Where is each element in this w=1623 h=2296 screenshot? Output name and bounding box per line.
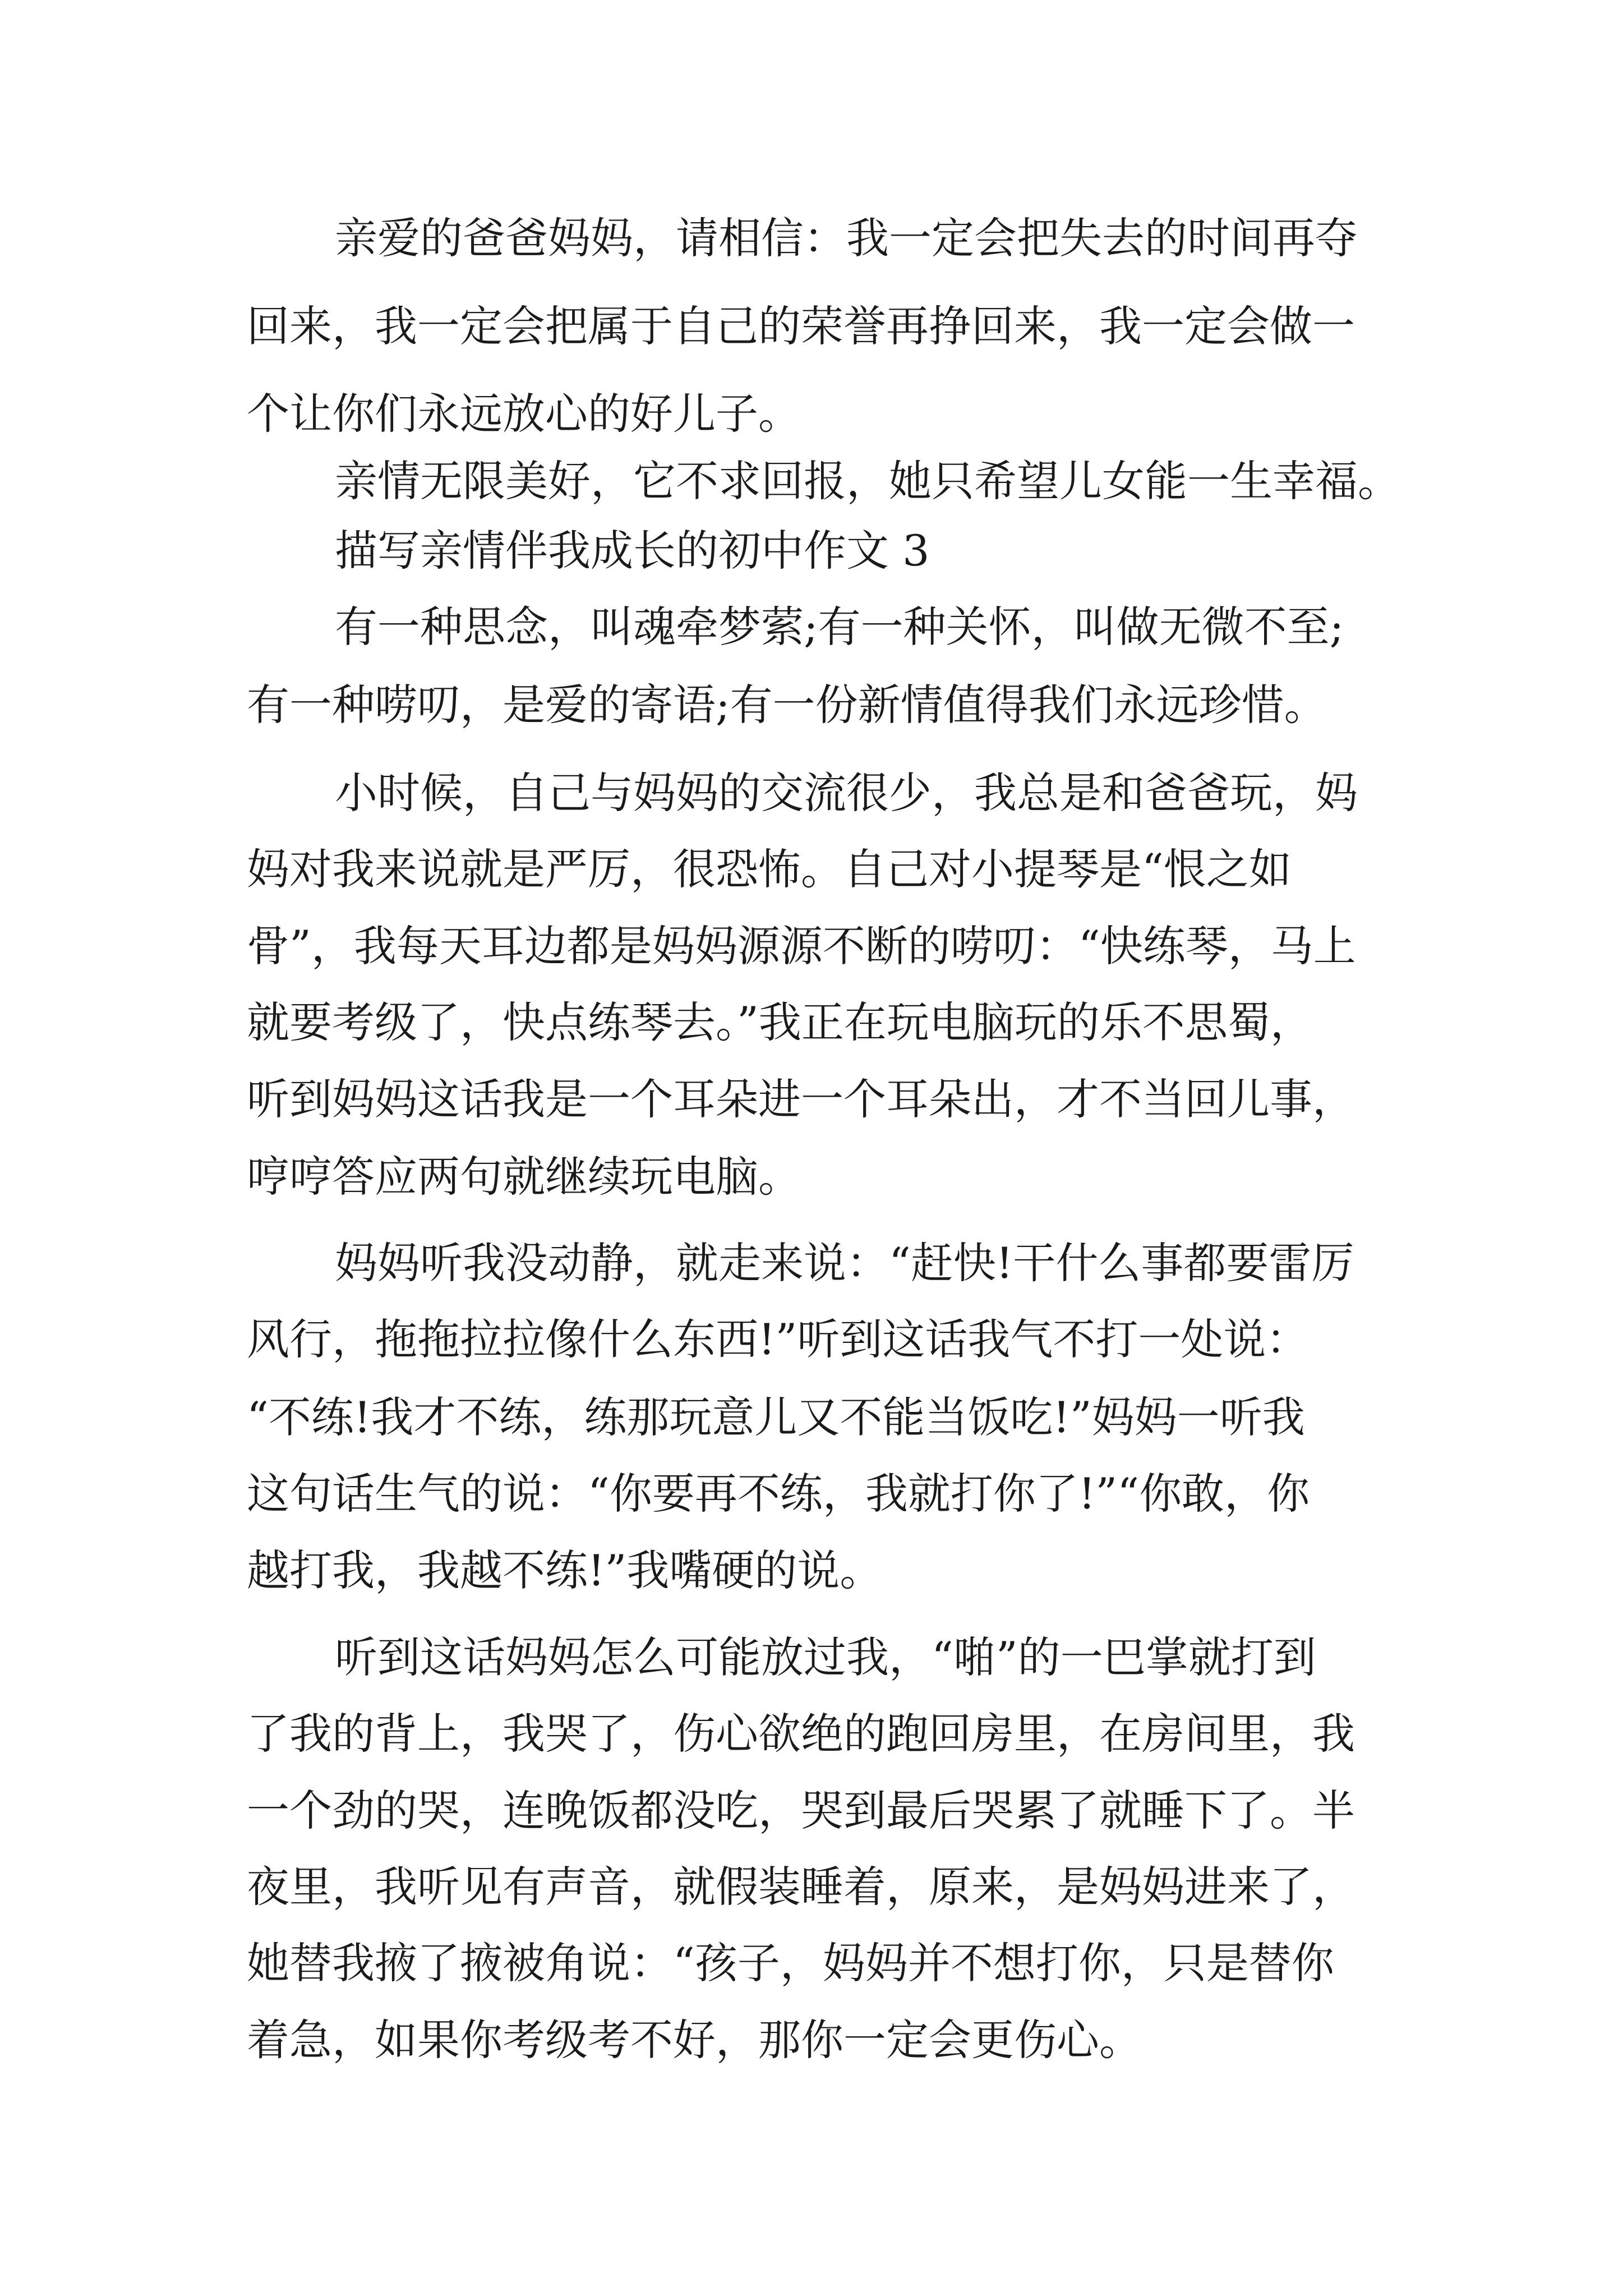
text-line: 越打我，我越不练!”我嘴硬的说。 [247,1545,883,1595]
text-line: 个让你们永远放心的好儿子。 [247,389,801,439]
text-line: 这句话生气的说：“你要再不练，我就打你了!”“你敢，你 [247,1469,1310,1519]
text-line: 听到这话妈妈怎么可能放过我，“啪”的一巴掌就打到 [335,1632,1316,1682]
text-line: 就要考级了，快点练琴去。”我正在玩电脑玩的乐不思蜀， [247,997,1313,1047]
section-heading: 描写亲情伴我成长的初中作文 3 [335,526,930,576]
text-line: 一个劲的哭，连晚饭都没吃，哭到最后哭累了就睡下了。半 [247,1786,1355,1835]
text-line: “不练!我才不练，练那玩意儿又不能当饭吃!”妈妈一听我 [247,1392,1305,1442]
text-line: 亲爱的爸爸妈妈，请相信：我一定会把失去的时间再夺 [335,213,1358,263]
text-line: 哼哼答应两句就继续玩电脑。 [247,1152,801,1202]
text-line: 她替我掖了掖被角说：“孩子，妈妈并不想打你，只是替你 [247,1938,1334,1988]
text-line: 着急，如果你考级考不好，那你一定会更伤心。 [247,2015,1142,2065]
text-line: 风行，拖拖拉拉像什么东西!”听到这话我气不打一处说： [247,1314,1309,1364]
text-line: 有一种思念，叫魂牵梦萦;有一种关怀，叫做无微不至; [335,602,1344,652]
text-line: 回来，我一定会把属于自己的荣誉再挣回来，我一定会做一 [247,301,1355,351]
text-line: 小时候，自己与妈妈的交流很少，我总是和爸爸玩，妈 [335,768,1358,818]
text-line: 妈妈听我没动静，就走来说：“赶快!干什么事都要雷厉 [335,1238,1354,1288]
text-line: 亲情无限美好，它不求回报，她只希望儿女能一生幸福。 [335,456,1400,506]
text-line: 妈对我来说就是严厉，很恐怖。自己对小提琴是“恨之如 [247,844,1292,894]
text-line: 听到妈妈这话我是一个耳朵进一个耳朵出，才不当回儿事， [247,1074,1355,1124]
text-line: 有一种唠叨，是爱的寄语;有一份新情值得我们永远珍惜。 [247,680,1327,730]
text-line: 夜里，我听见有声音，就假装睡着，原来，是妈妈进来了， [247,1862,1355,1912]
text-line: 了我的背上，我哭了，伤心欲绝的跑回房里，在房间里，我 [247,1709,1355,1759]
text-line: 骨”，我每天耳边都是妈妈源源不断的唠叨：“快练琴，马上 [247,921,1356,971]
